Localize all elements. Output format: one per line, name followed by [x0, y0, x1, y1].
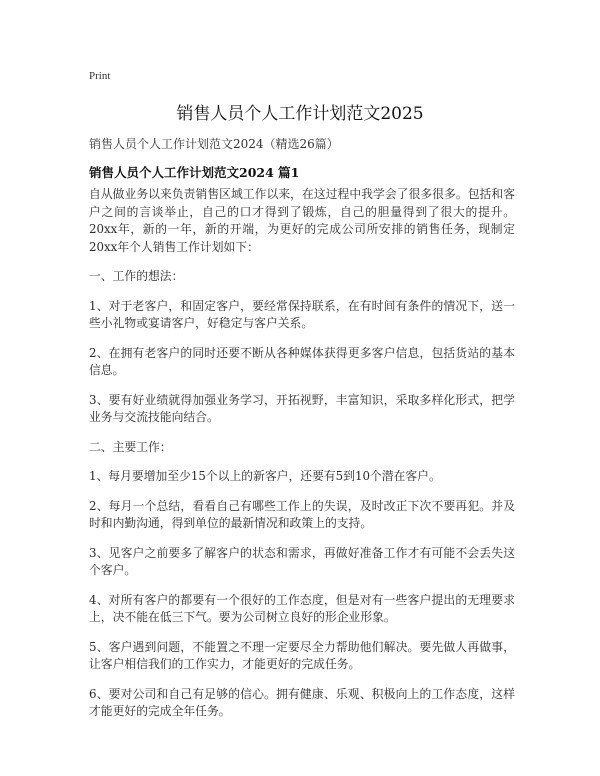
document-subtitle: 销售人员个人工作计划范文2024（精选26篇）	[89, 137, 339, 151]
paragraph-item: 2、在拥有老客户的同时还要不断从各种媒体获得更多客户信息，包括货站的基本信息。	[89, 345, 515, 377]
paragraph-item: 1、对于老客户，和固定客户，要经常保持联系，在有时间有条件的情况下，送一些小礼物或宴请客户，好稳定与客户关系。	[89, 298, 515, 330]
section-heading: 销售人员个人工作计划范文2024 篇1	[89, 165, 300, 180]
print-link[interactable]: Print	[89, 70, 111, 82]
paragraph-item: 1、每月要增加至少15个以上的新客户，还要有5到10个潜在客户。	[89, 469, 441, 483]
document-body	[89, 186, 515, 733]
paragraph-heading-ideas: 一、工作的想法：	[89, 269, 184, 283]
paragraph-heading-main-work: 二、主要工作：	[89, 439, 172, 454]
paragraph-item: 4、对所有客户的都要有一个很好的工作态度，但是对有一些客户提出的无理要求上，决不能在低三下气。要为公司树立良好的形企业形象。	[89, 592, 515, 624]
paragraph-intro: 自从做业务以来负责销售区域工作以来，在这过程中我学会了很多很多。包括和客户之间的言谈举止，自己的口才得到了锻炼，自己的胆量得到了很大的提升。20xx年，新的一年，新的开端，为更好的完成公司所安排的销售任务，现制定20xx年个人销售工作计划如下：	[89, 187, 515, 254]
paragraph-item: 5、客户遇到问题，不能置之不理一定要尽全力帮助他们解决。要先做人再做事，让客户相信我们的工作实力，才能更好的完成任务。	[89, 639, 515, 671]
page-title: 销售人员个人工作计划范文2025	[176, 104, 424, 124]
paragraph-item: 3、要有好业绩就得加强业务学习，开拓视野，丰富知识，采取多样化形式，把学业务与交流技能向结合。	[89, 392, 515, 424]
paragraph-item: 6、要对公司和自己有足够的信心。拥有健康、乐观、积极向上的工作态度，这样才能更好的完成全年任务。	[89, 686, 515, 718]
paragraph-item: 3、见客户之前要多了解客户的状态和需求，再做好准备工作才有可能不会丢失这个客户。	[89, 545, 515, 577]
paragraph-item: 2、每月一个总结，看看自己有哪些工作上的失误，及时改正下次不要再犯。并及时和内勤沟通，得到单位的最新情况和政策上的支持。	[89, 498, 515, 530]
